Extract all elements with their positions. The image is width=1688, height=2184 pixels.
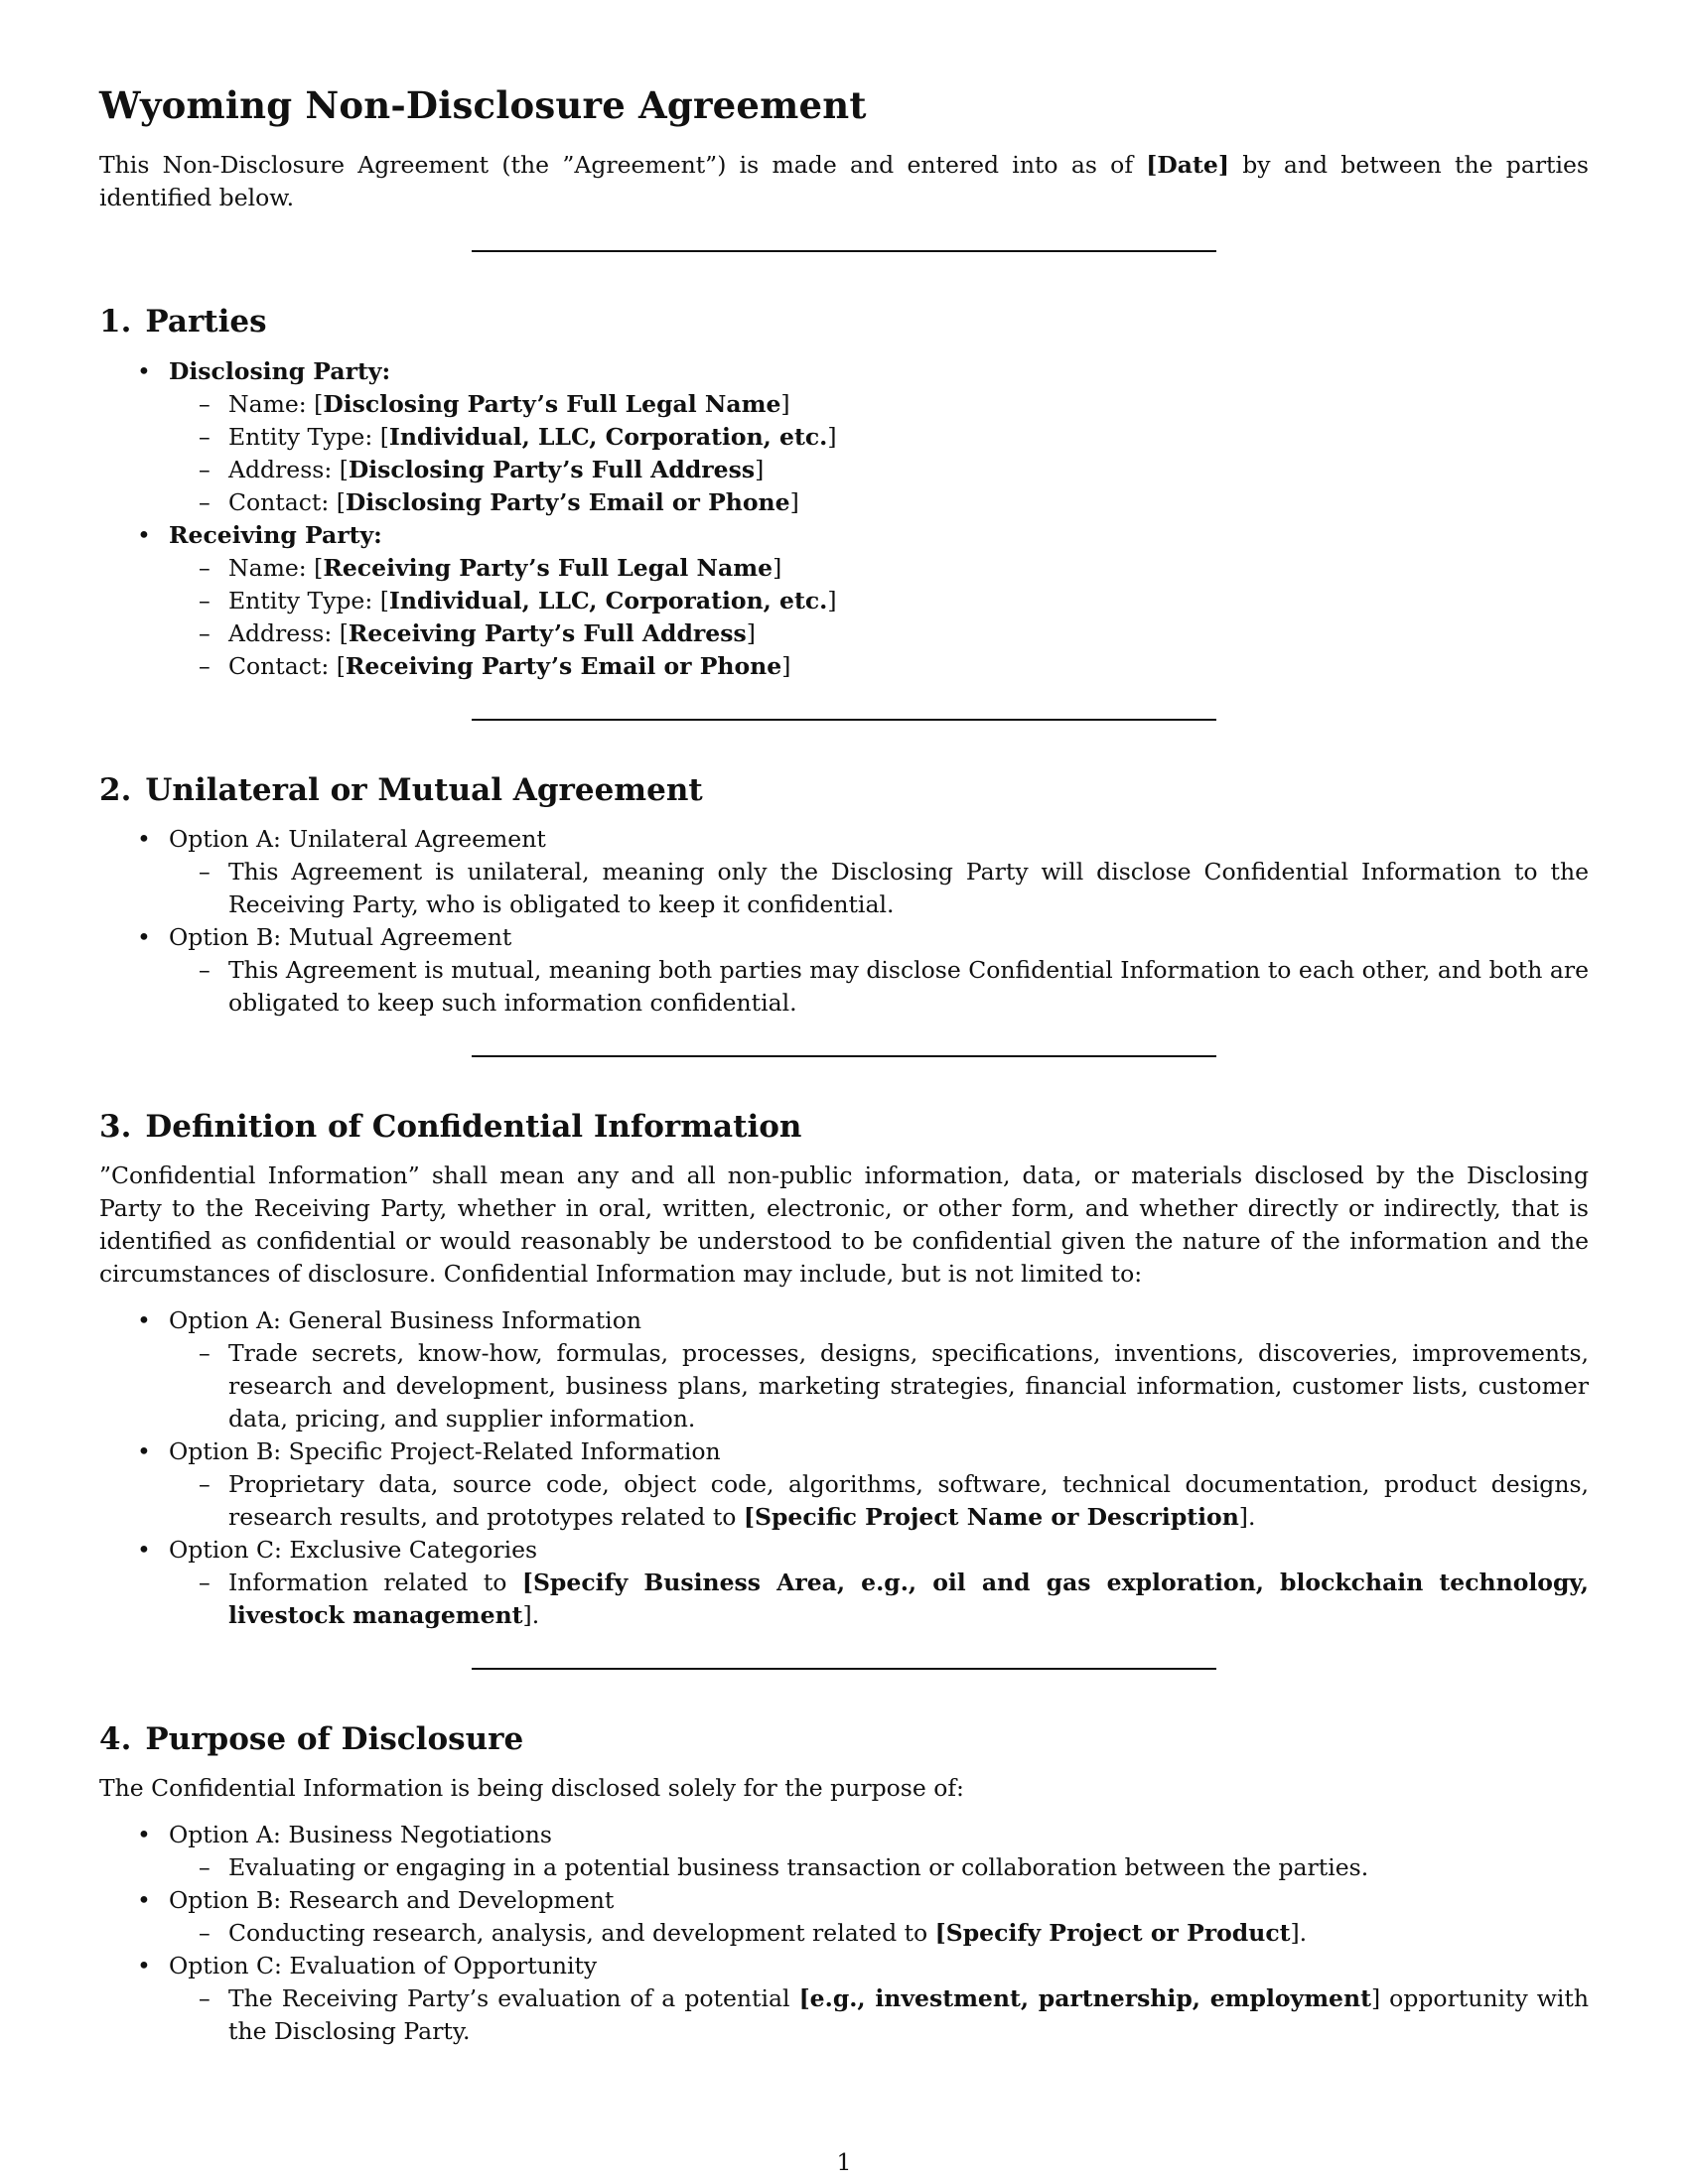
list-item xyxy=(99,1819,1589,1884)
list-item xyxy=(99,1950,1589,2048)
list-item xyxy=(99,519,1589,683)
field-label: Name: [ xyxy=(228,389,324,418)
text: ]. xyxy=(1290,1919,1308,1948)
list-item xyxy=(169,1917,1589,1950)
document-title: Wyoming Non-Disclosure Agreement xyxy=(99,83,867,127)
section-3-heading xyxy=(99,1109,1589,1146)
purpose-list xyxy=(99,1819,1589,2048)
option-label: Option C: Evaluation of Opportunity xyxy=(169,1952,598,1980)
sub-list xyxy=(169,1468,1589,1534)
field-label: Contact: [ xyxy=(228,651,346,680)
definition-paragraph: ”Confidential Information” shall mean any and all non-public information, data, or materials disclosed by the Disclosing Party to the Receiving Party, whether in oral, written, electronic, or other form, and whether directly or indirectly, that is identified as confidential or would reasonably be understood to be confidential given the nature of the information and the circumstances of disclosure. Confidential Information may include, but is not limited to: xyxy=(99,1160,1589,1288)
list-item xyxy=(169,617,1589,650)
list-item xyxy=(169,421,1589,454)
section-1-heading xyxy=(99,304,1589,341)
section-2-heading xyxy=(99,772,1589,809)
option-label: Option C: Exclusive Categories xyxy=(169,1535,538,1564)
field-placeholder: Receiving Party’s Full Legal Name xyxy=(323,553,774,582)
option-label: Option B: Research and Development xyxy=(169,1886,615,1915)
receiving-party-label: Receiving Party: xyxy=(169,520,382,549)
list-item xyxy=(169,1468,1589,1534)
field-label: Address: [ xyxy=(228,455,349,483)
bracket: ] xyxy=(827,586,837,614)
section-divider xyxy=(472,250,1216,252)
field-placeholder: Receiving Party’s Email or Phone xyxy=(345,651,782,680)
list-item xyxy=(99,355,1589,519)
field-label: Entity Type: [ xyxy=(228,586,389,614)
section-number: 4. xyxy=(99,1720,132,1757)
section-title: Unilateral or Mutual Agreement xyxy=(145,771,703,808)
section-divider xyxy=(472,1668,1216,1670)
list-item xyxy=(99,1884,1589,1950)
field-placeholder: Disclosing Party’s Full Legal Name xyxy=(323,389,781,418)
list-item xyxy=(99,1534,1589,1632)
field-placeholder: [e.g., investment, partnership, employment xyxy=(798,1984,1371,2013)
sub-list xyxy=(169,1982,1589,2048)
list-item xyxy=(169,1982,1589,2048)
field-label: Address: [ xyxy=(228,618,349,647)
text: Proprietary data, source code, object code, algorithms, software, technical documentation, product designs, research results, and prototypes related to xyxy=(228,1469,1589,1531)
list-item xyxy=(169,388,1589,421)
section-number: 1. xyxy=(99,304,132,341)
text: ]. xyxy=(522,1600,540,1629)
list-item xyxy=(169,585,1589,617)
field-placeholder: [Specific Project Name or Description xyxy=(743,1502,1239,1531)
text: ]. xyxy=(1238,1502,1256,1531)
text: Conducting research, analysis, and development related to xyxy=(228,1919,935,1948)
field-label: Entity Type: [ xyxy=(228,422,389,451)
section-divider xyxy=(472,1055,1216,1057)
intro-date-placeholder: [Date] xyxy=(1146,151,1229,180)
section-4-heading xyxy=(99,1721,1589,1758)
field-placeholder: Disclosing Party’s Email or Phone xyxy=(345,487,790,516)
field-placeholder: Individual, LLC, Corporation, etc. xyxy=(388,422,828,451)
bracket: ] xyxy=(781,651,791,680)
field-placeholder: Receiving Party’s Full Address xyxy=(348,618,747,647)
list-item xyxy=(99,823,1589,921)
page-number: 1 xyxy=(836,2148,852,2176)
list-item xyxy=(169,1567,1589,1632)
section-title: Parties xyxy=(145,304,267,341)
list-item: – Evaluating or engaging in a potential business transaction or collaboration between the parties. xyxy=(169,1851,1589,1884)
field-label: Contact: [ xyxy=(228,487,346,516)
list-item: – This Agreement is mutual, meaning both parties may disclose Confidential Information to each other, and both are obligated to keep such information confidential. xyxy=(169,954,1589,1020)
text: The Receiving Party’s evaluation of a potential xyxy=(228,1984,799,2013)
bracket: ] xyxy=(773,553,782,582)
sub-list xyxy=(169,388,1589,519)
sub-list xyxy=(169,1337,1589,1435)
sub-list xyxy=(169,1851,1589,1884)
option-label: Option A: General Business Information xyxy=(169,1305,641,1334)
list-item xyxy=(99,1435,1589,1534)
sub-list xyxy=(169,552,1589,683)
list-item: – This Agreement is unilateral, meaning only the Disclosing Party will disclose Confidential Information to the Receiving Party, who is obligated to keep it confidential. xyxy=(169,856,1589,921)
list-item xyxy=(99,1304,1589,1435)
confidential-info-list xyxy=(99,1304,1589,1632)
section-divider xyxy=(472,719,1216,721)
agreement-type-list xyxy=(99,823,1589,1020)
field-label: Name: [ xyxy=(228,553,324,582)
bracket: ] xyxy=(755,455,765,483)
intro-paragraph xyxy=(99,149,1589,214)
section-number: 2. xyxy=(99,771,132,808)
disclosing-party-label: Disclosing Party: xyxy=(169,356,391,385)
option-label: Option A: Unilateral Agreement xyxy=(169,824,546,853)
sub-list xyxy=(169,1567,1589,1632)
field-placeholder: [Specify Project or Product xyxy=(934,1919,1291,1948)
option-label: Option A: Business Negotiations xyxy=(169,1821,552,1849)
document-page xyxy=(99,83,1589,2048)
bracket: ] xyxy=(746,618,756,647)
bracket: ] xyxy=(780,389,790,418)
section-number: 3. xyxy=(99,1108,132,1145)
purpose-paragraph: The Confidential Information is being disclosed solely for the purpose of: xyxy=(99,1774,964,1803)
field-placeholder: Individual, LLC, Corporation, etc. xyxy=(388,586,828,614)
bracket: ] xyxy=(789,487,799,516)
section-title: Purpose of Disclosure xyxy=(145,1720,524,1757)
option-label: Option B: Specific Project-Related Information xyxy=(169,1436,721,1465)
field-placeholder: Disclosing Party’s Full Address xyxy=(348,455,756,483)
sub-list xyxy=(169,856,1589,921)
text: Information related to xyxy=(228,1568,522,1596)
text: ] opportunity with the Disclosing Party. xyxy=(228,1984,1590,2046)
list-item: – Trade secrets, know-how, formulas, processes, designs, specifications, inventions, discoveries, improvements, research and development, business plans, marketing strategies, financial information, customer lists, customer data, pricing, and supplier information. xyxy=(169,1337,1589,1435)
intro-post: by and between the parties identified below. xyxy=(99,151,1589,212)
list-item xyxy=(169,552,1589,585)
sub-list xyxy=(169,954,1589,1020)
sub-list xyxy=(169,1917,1589,1950)
parties-list xyxy=(99,355,1589,683)
list-item xyxy=(169,454,1589,486)
bracket: ] xyxy=(827,422,837,451)
option-label: Option B: Mutual Agreement xyxy=(169,922,512,951)
section-title: Definition of Confidential Information xyxy=(145,1108,802,1145)
list-item xyxy=(169,486,1589,519)
field-placeholder: [Specify Business Area, e.g., oil and gas exploration, blockchain technology, livestock management xyxy=(228,1568,1589,1629)
intro-pre: This Non-Disclosure Agreement (the ”Agreement”) is made and entered into as of xyxy=(99,151,1147,180)
list-item xyxy=(169,650,1589,683)
list-item xyxy=(99,921,1589,1020)
